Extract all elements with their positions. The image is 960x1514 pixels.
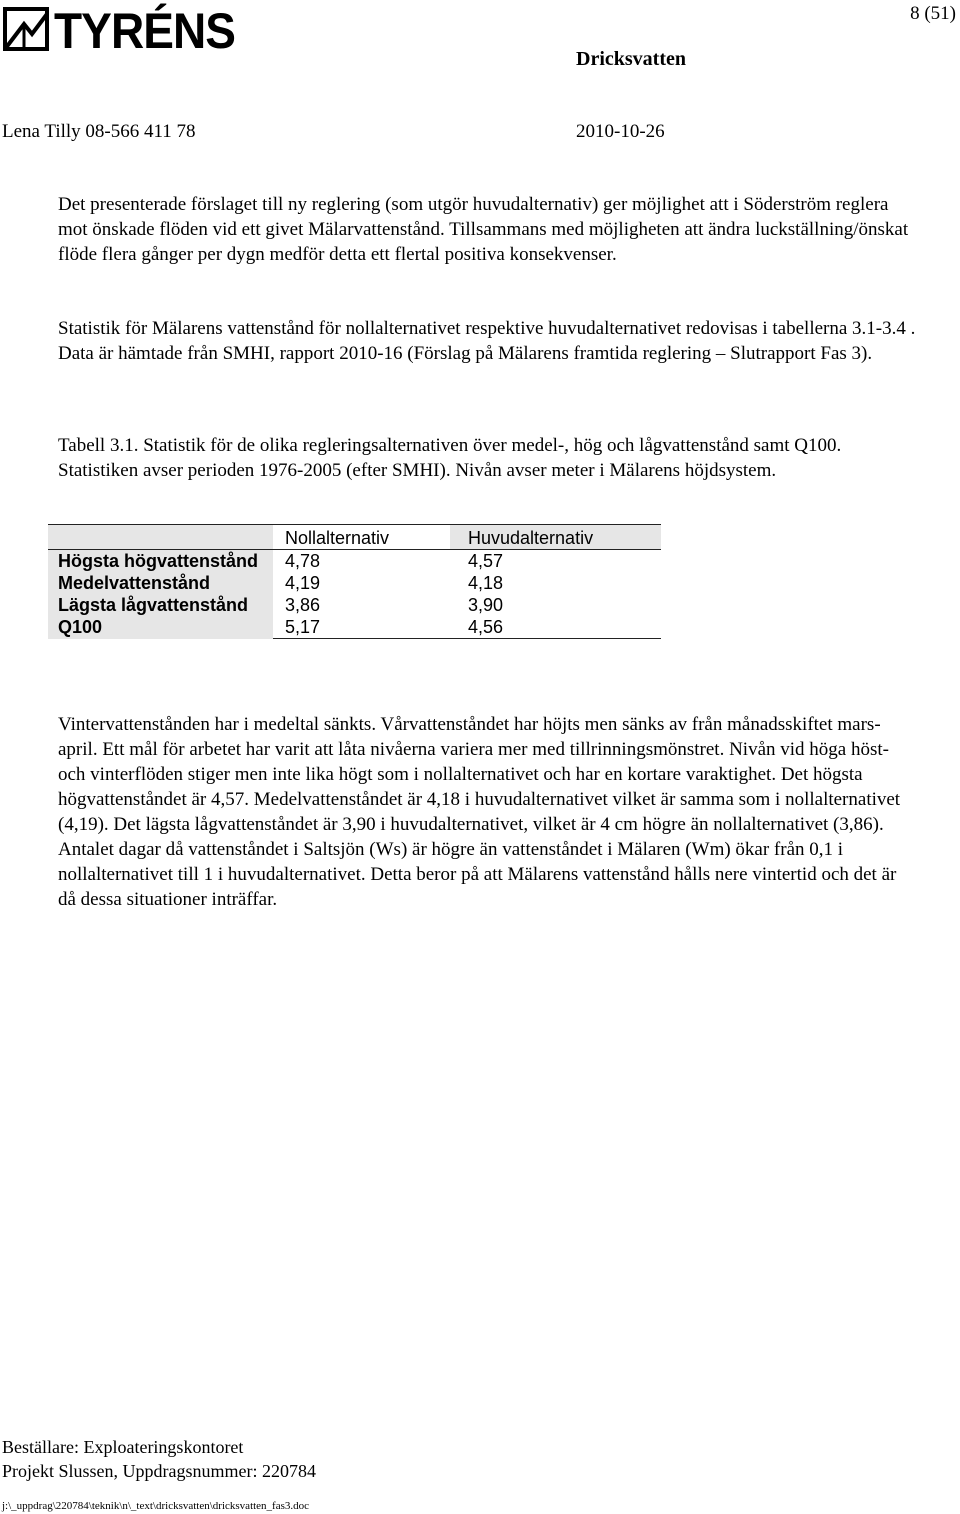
- table-row: [48, 572, 661, 594]
- paragraph-statistics: Statistik för Mälarens vattenstånd för nollalternativet respektive huvudalternativet redovisas i tabellerna 3.1-3.4 . Data är hämtade från SMHI, rapport 2010-16 (Förslag på Mälarens framtida reglering – Slutrapport Fas 3).: [58, 318, 916, 364]
- page-number: 8 (51): [910, 3, 956, 24]
- table-header-stub: [48, 525, 273, 550]
- row-label: Lägsta lågvattenstånd: [48, 594, 273, 616]
- document-title: Dricksvatten: [576, 48, 686, 70]
- water-level-table: [48, 524, 661, 639]
- company-logo: [2, 3, 242, 59]
- table-row: [48, 616, 661, 639]
- paragraph-intro: Det presenterade förslaget till ny reglering (som utgör huvudalternativ) ger möjlighet att i Söderström reglera mot önskade flöden vid ett givet Mälarvattenstånd. Tillsammans med möjligheten att ändra luckställning/önskat flöde flera gånger per dygn medför detta ett flertal positiva konsekvenser.: [58, 194, 909, 265]
- author-contact: Lena Tilly 08-566 411 78: [2, 121, 196, 142]
- footer-client: Beställare: Exploateringskontoret: [2, 1437, 244, 1457]
- logo-mark-icon: [2, 6, 50, 52]
- table-row: [48, 594, 661, 616]
- cell-nollalternativ: 4,78: [285, 551, 321, 571]
- cell-huvudalternativ: 4,18: [468, 573, 504, 593]
- logo-wordmark: TYRÉNS: [54, 3, 236, 59]
- cell-nollalternativ: 3,86: [285, 595, 321, 615]
- cell-huvudalternativ: 4,57: [468, 551, 504, 571]
- footer-project: Projekt Slussen, Uppdragsnummer: 220784: [2, 1461, 316, 1481]
- table-caption: Tabell 3.1. Statistik för de olika regleringsalternativen över medel-, hög och lågvattenstånd samt Q100. Statistiken avser perioden 1976-2005 (efter SMHI). Nivån avser meter i Mälarens höjdsystem.: [58, 435, 842, 481]
- footer-file-path: j:\_uppdrag\220784\teknik\n\_text\dricksvatten\dricksvatten_fas3.doc: [2, 1500, 310, 1512]
- cell-nollalternativ: 4,19: [285, 573, 321, 593]
- cell-huvudalternativ: 3,90: [468, 595, 504, 615]
- document-date: 2010-10-26: [576, 121, 665, 142]
- cell-huvudalternativ: 4,56: [450, 616, 661, 639]
- row-label: Medelvattenstånd: [48, 572, 273, 594]
- cell-nollalternativ: 5,17: [273, 616, 450, 639]
- table-header-huvudalternativ: Huvudalternativ: [450, 525, 661, 550]
- paragraph-analysis: Vintervattenstånden har i medeltal sänkts. Vårvattenståndet har höjts men sänks av från månadsskiftet mars-april. Ett mål för arbetet har varit att låta nivåerna variera mer med tillrinningsmönstret. Nivån vid höga höst- och vinterflöden stiger men inte lika högt som i nollalternativet och har en kortare varaktighet. Det högsta högvattenståndet är 4,57. Medelvattenståndet är 4,18 i huvudalternativet vilket är samma som i nollalternativet (4,19). Det lägsta lågvattenståndet är 3,90 i huvudalternativet, vilket är 4 cm högre än nollalternativet (3,86). Antalet dagar då vattenståndet i Saltsjön (Ws) är högre än vattenståndet i Mälaren (Wm) ökar från 0,1 i nollalternativet till 1 i huvudalternativet. Detta beror på att Mälarens vattenstånd hålls nere vintertid och det är då dessa situationer inträffar.: [58, 714, 901, 910]
- row-label: Q100: [48, 616, 273, 639]
- table-header-row: [48, 525, 661, 550]
- table-header-nollalternativ: Nollalternativ: [273, 525, 450, 550]
- row-label: Högsta högvattenstånd: [48, 550, 273, 573]
- table-row: [48, 550, 661, 573]
